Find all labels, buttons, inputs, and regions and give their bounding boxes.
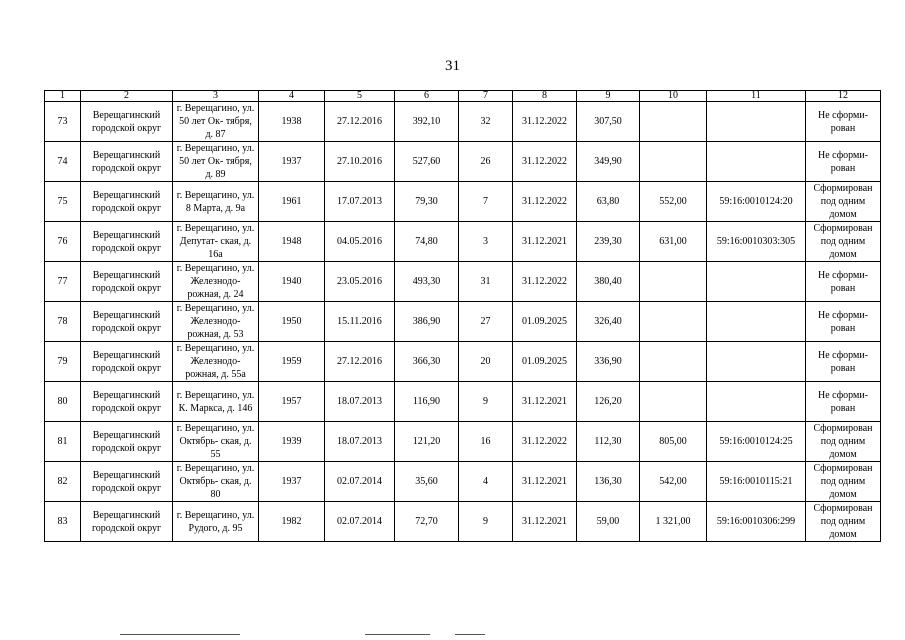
deadline-cell: 31.12.2022 xyxy=(513,422,577,462)
residents-cell: 9 xyxy=(459,502,513,542)
table-body xyxy=(45,102,881,542)
date-cell: 18.07.2013 xyxy=(325,382,395,422)
district-cell: Верещагинский городской округ xyxy=(81,102,173,142)
living-area-cell: 59,00 xyxy=(577,502,640,542)
address-cell: г. Верещагино, ул. Железнодо- рожная, д. 55а xyxy=(173,342,259,382)
table-row xyxy=(45,222,881,262)
address-cell: г. Верещагино, ул. Октябрь- ская, д. 80 xyxy=(173,462,259,502)
area-cell: 121,20 xyxy=(395,422,459,462)
land-area-cell: 542,00 xyxy=(640,462,707,502)
living-area-cell: 63,80 xyxy=(577,182,640,222)
cadastral-number-cell: 59:16:0010306:299 xyxy=(707,502,806,542)
cadastral-number-cell: 59:16:0010124:20 xyxy=(707,182,806,222)
row-number: 82 xyxy=(45,462,81,502)
row-number: 78 xyxy=(45,302,81,342)
table-row xyxy=(45,382,881,422)
deadline-cell: 01.09.2025 xyxy=(513,342,577,382)
column-header: 1 xyxy=(45,91,81,102)
living-area-cell: 239,30 xyxy=(577,222,640,262)
land-area-cell xyxy=(640,302,707,342)
status-cell: Сформирован под одним домом xyxy=(806,422,881,462)
land-area-cell xyxy=(640,382,707,422)
column-header: 4 xyxy=(259,91,325,102)
area-cell: 527,60 xyxy=(395,142,459,182)
footer-rule xyxy=(455,634,485,635)
column-header: 12 xyxy=(806,91,881,102)
status-cell: Сформирован под одним домом xyxy=(806,502,881,542)
deadline-cell: 31.12.2022 xyxy=(513,142,577,182)
land-area-cell xyxy=(640,102,707,142)
residents-cell: 32 xyxy=(459,102,513,142)
status-cell: Не сформи- рован xyxy=(806,102,881,142)
residents-cell: 3 xyxy=(459,222,513,262)
column-header: 8 xyxy=(513,91,577,102)
row-number: 75 xyxy=(45,182,81,222)
year-cell: 1937 xyxy=(259,462,325,502)
land-area-cell xyxy=(640,262,707,302)
residents-cell: 27 xyxy=(459,302,513,342)
year-cell: 1940 xyxy=(259,262,325,302)
year-cell: 1982 xyxy=(259,502,325,542)
status-cell: Не сформи- рован xyxy=(806,342,881,382)
page-number: 31 xyxy=(445,58,460,74)
cadastral-number-cell xyxy=(707,342,806,382)
living-area-cell: 112,30 xyxy=(577,422,640,462)
column-header: 11 xyxy=(707,91,806,102)
year-cell: 1939 xyxy=(259,422,325,462)
year-cell: 1950 xyxy=(259,302,325,342)
status-cell: Не сформи- рован xyxy=(806,142,881,182)
address-cell: г. Верещагино, ул. К. Маркса, д. 146 xyxy=(173,382,259,422)
year-cell: 1959 xyxy=(259,342,325,382)
district-cell: Верещагинский городской округ xyxy=(81,462,173,502)
table-row xyxy=(45,302,881,342)
column-header: 10 xyxy=(640,91,707,102)
row-number: 74 xyxy=(45,142,81,182)
footer-rule xyxy=(365,634,430,635)
status-cell: Не сформи- рован xyxy=(806,302,881,342)
year-cell: 1937 xyxy=(259,142,325,182)
area-cell: 35,60 xyxy=(395,462,459,502)
table-row xyxy=(45,422,881,462)
year-cell: 1948 xyxy=(259,222,325,262)
living-area-cell: 349,90 xyxy=(577,142,640,182)
date-cell: 27.12.2016 xyxy=(325,342,395,382)
deadline-cell: 31.12.2022 xyxy=(513,262,577,302)
residents-cell: 26 xyxy=(459,142,513,182)
address-cell: г. Верещагино, ул. Депутат- ская, д. 16а xyxy=(173,222,259,262)
column-header: 5 xyxy=(325,91,395,102)
table-row xyxy=(45,502,881,542)
date-cell: 17.07.2013 xyxy=(325,182,395,222)
area-cell: 493,30 xyxy=(395,262,459,302)
area-cell: 72,70 xyxy=(395,502,459,542)
table-row xyxy=(45,182,881,222)
district-cell: Верещагинский городской округ xyxy=(81,502,173,542)
row-number: 83 xyxy=(45,502,81,542)
year-cell: 1961 xyxy=(259,182,325,222)
living-area-cell: 336,90 xyxy=(577,342,640,382)
column-header: 3 xyxy=(173,91,259,102)
address-cell: г. Верещагино, ул. 50 лет Ок- тября, д. 89 xyxy=(173,142,259,182)
column-header: 7 xyxy=(459,91,513,102)
land-area-cell: 805,00 xyxy=(640,422,707,462)
residents-cell: 20 xyxy=(459,342,513,382)
table-row xyxy=(45,142,881,182)
year-cell: 1938 xyxy=(259,102,325,142)
row-number: 73 xyxy=(45,102,81,142)
table-row xyxy=(45,102,881,142)
area-cell: 79,30 xyxy=(395,182,459,222)
cadastral-number-cell: 59:16:0010115:21 xyxy=(707,462,806,502)
district-cell: Верещагинский городской округ xyxy=(81,302,173,342)
living-area-cell: 126,20 xyxy=(577,382,640,422)
address-cell: г. Верещагино, ул. Октябрь- ская, д. 55 xyxy=(173,422,259,462)
district-cell: Верещагинский городской округ xyxy=(81,382,173,422)
table-row xyxy=(45,262,881,302)
deadline-cell: 31.12.2021 xyxy=(513,382,577,422)
living-area-cell: 307,50 xyxy=(577,102,640,142)
address-cell: г. Верещагино, ул. 50 лет Ок- тября, д. 87 xyxy=(173,102,259,142)
cadastral-number-cell: 59:16:0010124:25 xyxy=(707,422,806,462)
residents-cell: 7 xyxy=(459,182,513,222)
area-cell: 392,10 xyxy=(395,102,459,142)
land-area-cell: 631,00 xyxy=(640,222,707,262)
date-cell: 27.10.2016 xyxy=(325,142,395,182)
table-header-row xyxy=(45,91,881,102)
district-cell: Верещагинский городской округ xyxy=(81,422,173,462)
land-area-cell xyxy=(640,142,707,182)
address-cell: г. Верещагино, ул. 8 Марта, д. 9а xyxy=(173,182,259,222)
year-cell: 1957 xyxy=(259,382,325,422)
row-number: 76 xyxy=(45,222,81,262)
deadline-cell: 31.12.2022 xyxy=(513,102,577,142)
land-area-cell: 1 321,00 xyxy=(640,502,707,542)
residents-cell: 4 xyxy=(459,462,513,502)
residents-cell: 9 xyxy=(459,382,513,422)
table-row xyxy=(45,462,881,502)
residents-cell: 16 xyxy=(459,422,513,462)
deadline-cell: 01.09.2025 xyxy=(513,302,577,342)
cadastral-number-cell xyxy=(707,262,806,302)
table-row xyxy=(45,342,881,382)
row-number: 77 xyxy=(45,262,81,302)
land-area-cell xyxy=(640,342,707,382)
cadastral-number-cell: 59:16:0010303:305 xyxy=(707,222,806,262)
row-number: 81 xyxy=(45,422,81,462)
cadastral-number-cell xyxy=(707,142,806,182)
status-cell: Сформирован под одним домом xyxy=(806,222,881,262)
living-area-cell: 136,30 xyxy=(577,462,640,502)
housing-registry-table xyxy=(44,90,881,542)
address-cell: г. Верещагино, ул. Железнодо- рожная, д. 53 xyxy=(173,302,259,342)
address-cell: г. Верещагино, ул. Железнодо- рожная, д. 24 xyxy=(173,262,259,302)
area-cell: 366,30 xyxy=(395,342,459,382)
status-cell: Сформирован под одним домом xyxy=(806,462,881,502)
living-area-cell: 326,40 xyxy=(577,302,640,342)
date-cell: 02.07.2014 xyxy=(325,462,395,502)
column-header: 9 xyxy=(577,91,640,102)
deadline-cell: 31.12.2022 xyxy=(513,182,577,222)
column-header: 2 xyxy=(81,91,173,102)
date-cell: 02.07.2014 xyxy=(325,502,395,542)
row-number: 79 xyxy=(45,342,81,382)
area-cell: 74,80 xyxy=(395,222,459,262)
date-cell: 23.05.2016 xyxy=(325,262,395,302)
district-cell: Верещагинский городской округ xyxy=(81,262,173,302)
cadastral-number-cell xyxy=(707,382,806,422)
district-cell: Верещагинский городской округ xyxy=(81,182,173,222)
district-cell: Верещагинский городской округ xyxy=(81,142,173,182)
deadline-cell: 31.12.2021 xyxy=(513,222,577,262)
status-cell: Не сформи- рован xyxy=(806,382,881,422)
status-cell: Сформирован под одним домом xyxy=(806,182,881,222)
area-cell: 386,90 xyxy=(395,302,459,342)
residents-cell: 31 xyxy=(459,262,513,302)
deadline-cell: 31.12.2021 xyxy=(513,462,577,502)
district-cell: Верещагинский городской округ xyxy=(81,342,173,382)
date-cell: 27.12.2016 xyxy=(325,102,395,142)
cadastral-number-cell xyxy=(707,102,806,142)
date-cell: 15.11.2016 xyxy=(325,302,395,342)
area-cell: 116,90 xyxy=(395,382,459,422)
living-area-cell: 380,40 xyxy=(577,262,640,302)
status-cell: Не сформи- рован xyxy=(806,262,881,302)
address-cell: г. Верещагино, ул. Рудого, д. 95 xyxy=(173,502,259,542)
date-cell: 04.05.2016 xyxy=(325,222,395,262)
district-cell: Верещагинский городской округ xyxy=(81,222,173,262)
column-header: 6 xyxy=(395,91,459,102)
footer-rule xyxy=(120,634,240,635)
date-cell: 18.07.2013 xyxy=(325,422,395,462)
deadline-cell: 31.12.2021 xyxy=(513,502,577,542)
cadastral-number-cell xyxy=(707,302,806,342)
row-number: 80 xyxy=(45,382,81,422)
land-area-cell: 552,00 xyxy=(640,182,707,222)
